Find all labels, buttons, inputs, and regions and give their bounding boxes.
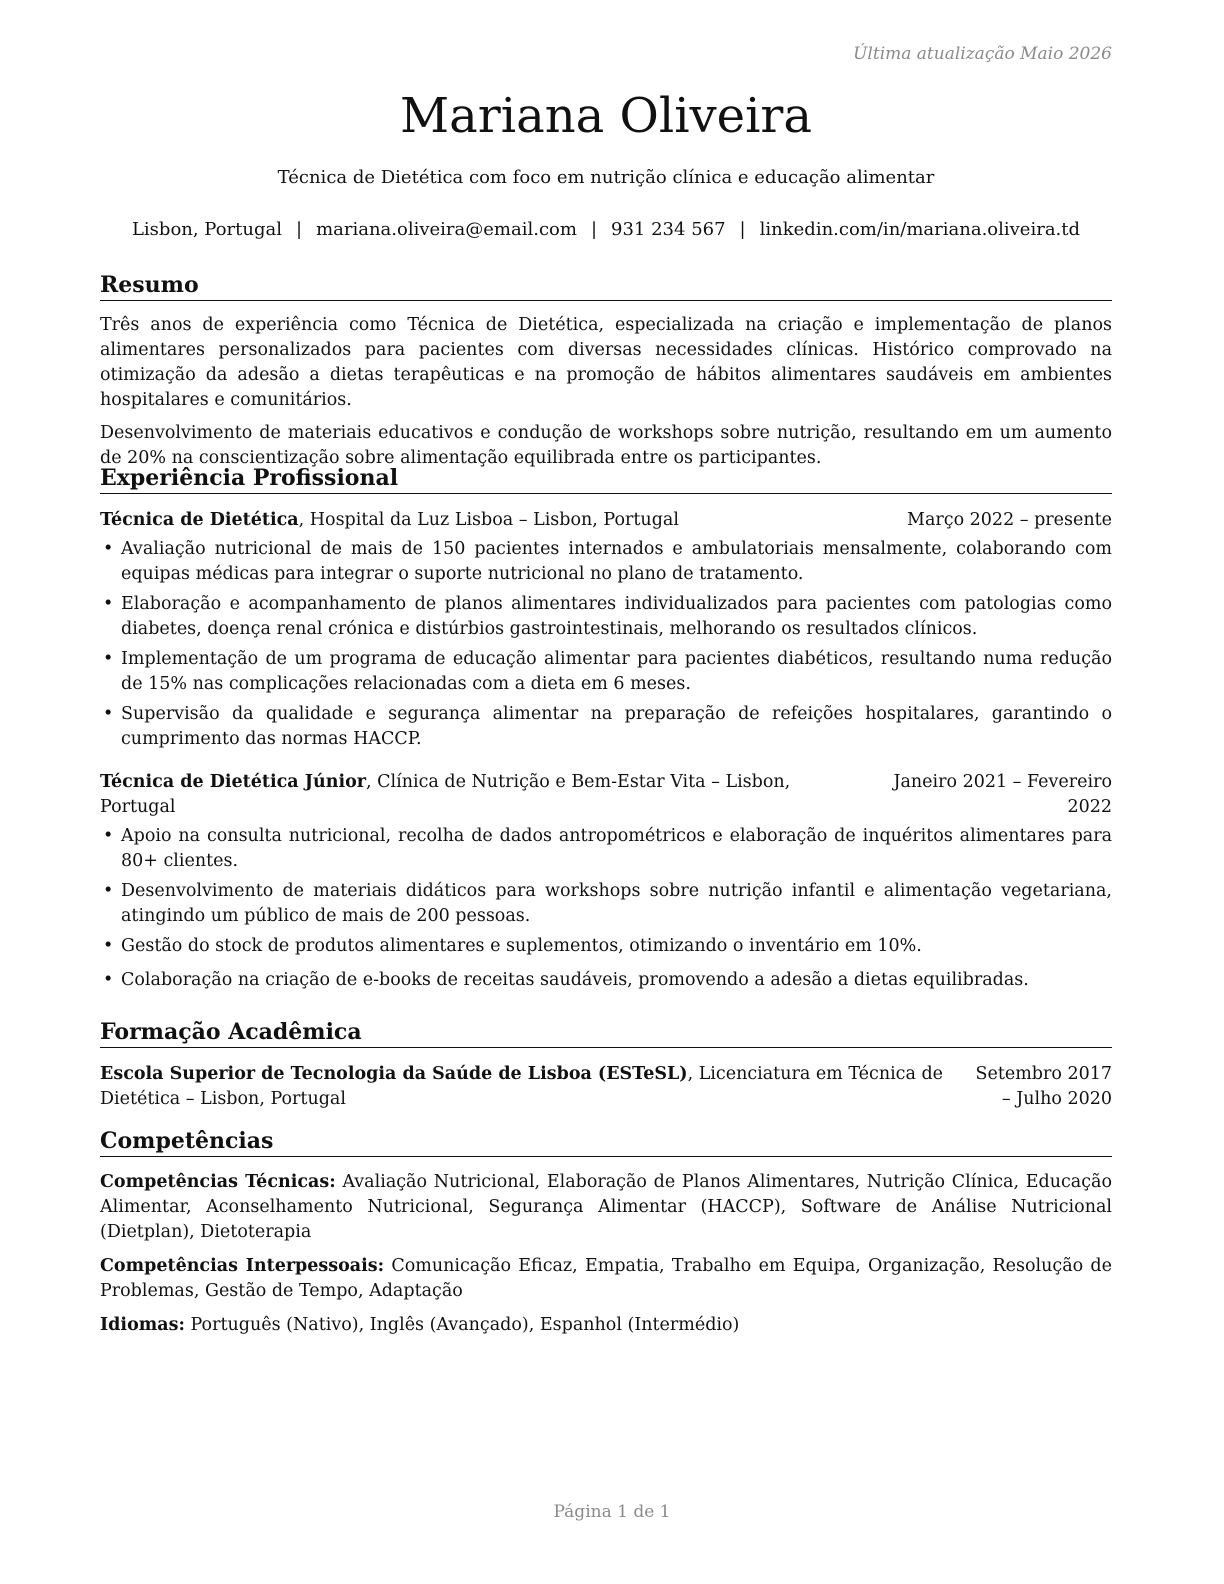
tagline: Técnica de Dietética com foco em nutrição clínica e educação alimentar [277, 167, 935, 188]
contact-separator: | [739, 219, 746, 240]
list-item [100, 968, 1112, 993]
contact-email[interactable]: mariana.oliveira@email.com [316, 219, 577, 240]
bullet-icon: • [103, 539, 114, 559]
bullet-text: Avaliação nutricional de mais de 150 pacientes internados e ambulatoriais mensalmente, colaborando com equipas médicas para integrar o suporte nutricional no plano de tratamento. [121, 539, 1112, 584]
job-header [100, 770, 1112, 820]
list-item [100, 934, 1112, 959]
bullet-text: Gestão do stock de produtos alimentares e suplementos, otimizando o inventário em 10%. [121, 936, 922, 956]
list-item [100, 647, 1112, 697]
job-details: , Clínica de Nutrição e Bem-Estar Vita – Lisbon, Portugal [100, 772, 791, 817]
job-role: Técnica de Dietética Júnior [100, 772, 366, 792]
summary-paragraph: Três anos de experiência como Técnica de Dietética, especializada na criação e implementação de planos alimentares personalizados para pacientes com diversas necessidades clínicas. Histórico comprovado na otimização da adesão a dietas terapêuticas e na promoção de hábitos alimentares saudáveis em ambientes hospitalares e comunitários. [100, 315, 1112, 410]
experience-section [100, 464, 1112, 998]
job-dates: Janeiro 2021 – Fevereiro 2022 [893, 772, 1112, 817]
page-number: Página 1 de 1 [553, 1502, 671, 1522]
last-updated: Última atualização Maio 2026 [853, 44, 1112, 64]
summary-paragraph: Desenvolvimento de materiais educativos e condução de workshops sobre nutrição, resultando em um aumento de 20% na conscientização sobre alimentação equilibrada entre os participantes. [100, 423, 1112, 468]
skill-label: Competências Interpessoais: [100, 1256, 385, 1276]
job-bullets [100, 537, 1112, 752]
skill-label: Competências Técnicas: [100, 1172, 336, 1192]
bullet-text: Apoio na consulta nutricional, recolha de dados antropométricos e elaboração de inquéritos alimentares para 80+ clientes. [121, 826, 1112, 871]
bullet-icon: • [103, 936, 114, 956]
bullet-text: Supervisão da qualidade e segurança alimentar na preparação de refeições hospitalares, garantindo o cumprimento das normas HACCP. [121, 704, 1112, 749]
candidate-name: Mariana Oliveira [400, 88, 812, 144]
skill-text: Comunicação Eficaz, Empatia, Trabalho em Equipa, Organização, Resolução de Problemas, Gestão de Tempo, Adaptação [100, 1256, 1112, 1301]
skill-group-languages [100, 1313, 1112, 1338]
job-header [100, 508, 1112, 533]
list-item [100, 824, 1112, 874]
education-entry [100, 1062, 1112, 1112]
bullet-icon: • [103, 704, 114, 724]
education-dates: Setembro 2017 – Julho 2020 [975, 1064, 1112, 1109]
contact-linkedin[interactable]: linkedin.com/in/mariana.oliveira.td [759, 219, 1081, 240]
summary-section [100, 271, 1112, 471]
skill-group-interpersonal [100, 1254, 1112, 1304]
contact-separator: | [295, 219, 303, 240]
contact-separator: | [590, 219, 598, 240]
degree-details: , Licenciatura em Técnica de Dietética – Lisbon, Portugal [100, 1064, 944, 1109]
list-item [100, 592, 1112, 642]
contact-phone[interactable]: 931 234 567 [611, 219, 726, 240]
school-name: Escola Superior de Tecnologia da Saúde de Lisboa (ESTeSL) [100, 1064, 688, 1084]
skill-group-technical [100, 1170, 1112, 1245]
bullet-icon: • [103, 970, 114, 990]
bullet-icon: • [103, 881, 114, 901]
bullet-icon: • [103, 649, 114, 669]
section-title: Competências [100, 1127, 1112, 1157]
education-section [100, 1018, 1112, 1112]
bullet-text: Colaboração na criação de e-books de receitas saudáveis, promovendo a adesão a dietas equilibradas. [121, 970, 1029, 990]
job-dates: Março 2022 – presente [907, 510, 1112, 530]
list-item [100, 537, 1112, 587]
list-item [100, 879, 1112, 929]
section-title: Experiência Profissional [100, 464, 1112, 494]
contact-line [100, 219, 1112, 240]
job-role: Técnica de Dietética [100, 510, 299, 530]
skill-label: Idiomas: [100, 1315, 185, 1335]
contact-location: Lisbon, Portugal [131, 219, 282, 240]
bullet-text: Implementação de um programa de educação alimentar para pacientes diabéticos, resultando numa redução de 15% nas complicações relacionadas com a dieta em 6 meses. [121, 649, 1112, 694]
list-item [100, 702, 1112, 752]
bullet-icon: • [103, 826, 114, 846]
skill-text: Avaliação Nutricional, Elaboração de Planos Alimentares, Nutrição Clínica, Educação Alimentar, Aconselhamento Nutricional, Segurança Alimentar (HACCP), Software de Análise Nutricional (Dietplan), Dietoterapia [100, 1172, 1113, 1242]
job-details: , Hospital da Luz Lisboa – Lisbon, Portugal [298, 510, 679, 530]
bullet-text: Desenvolvimento de materiais didáticos para workshops sobre nutrição infantil e alimentação vegetariana, atingindo um público de mais de 200 pessoas. [121, 881, 1112, 926]
section-title: Formação Acadêmica [100, 1018, 1112, 1048]
bullet-icon: • [103, 594, 114, 614]
section-title: Resumo [100, 271, 1112, 301]
skill-text: Português (Nativo), Inglês (Avançado), Espanhol (Intermédio) [184, 1315, 740, 1335]
skills-section [100, 1127, 1112, 1338]
bullet-text: Elaboração e acompanhamento de planos alimentares individualizados para pacientes com patologias como diabetes, doença renal crónica e distúrbios gastrointestinais, melhorando os resultados clínicos. [121, 594, 1112, 639]
job-bullets [100, 824, 1112, 993]
